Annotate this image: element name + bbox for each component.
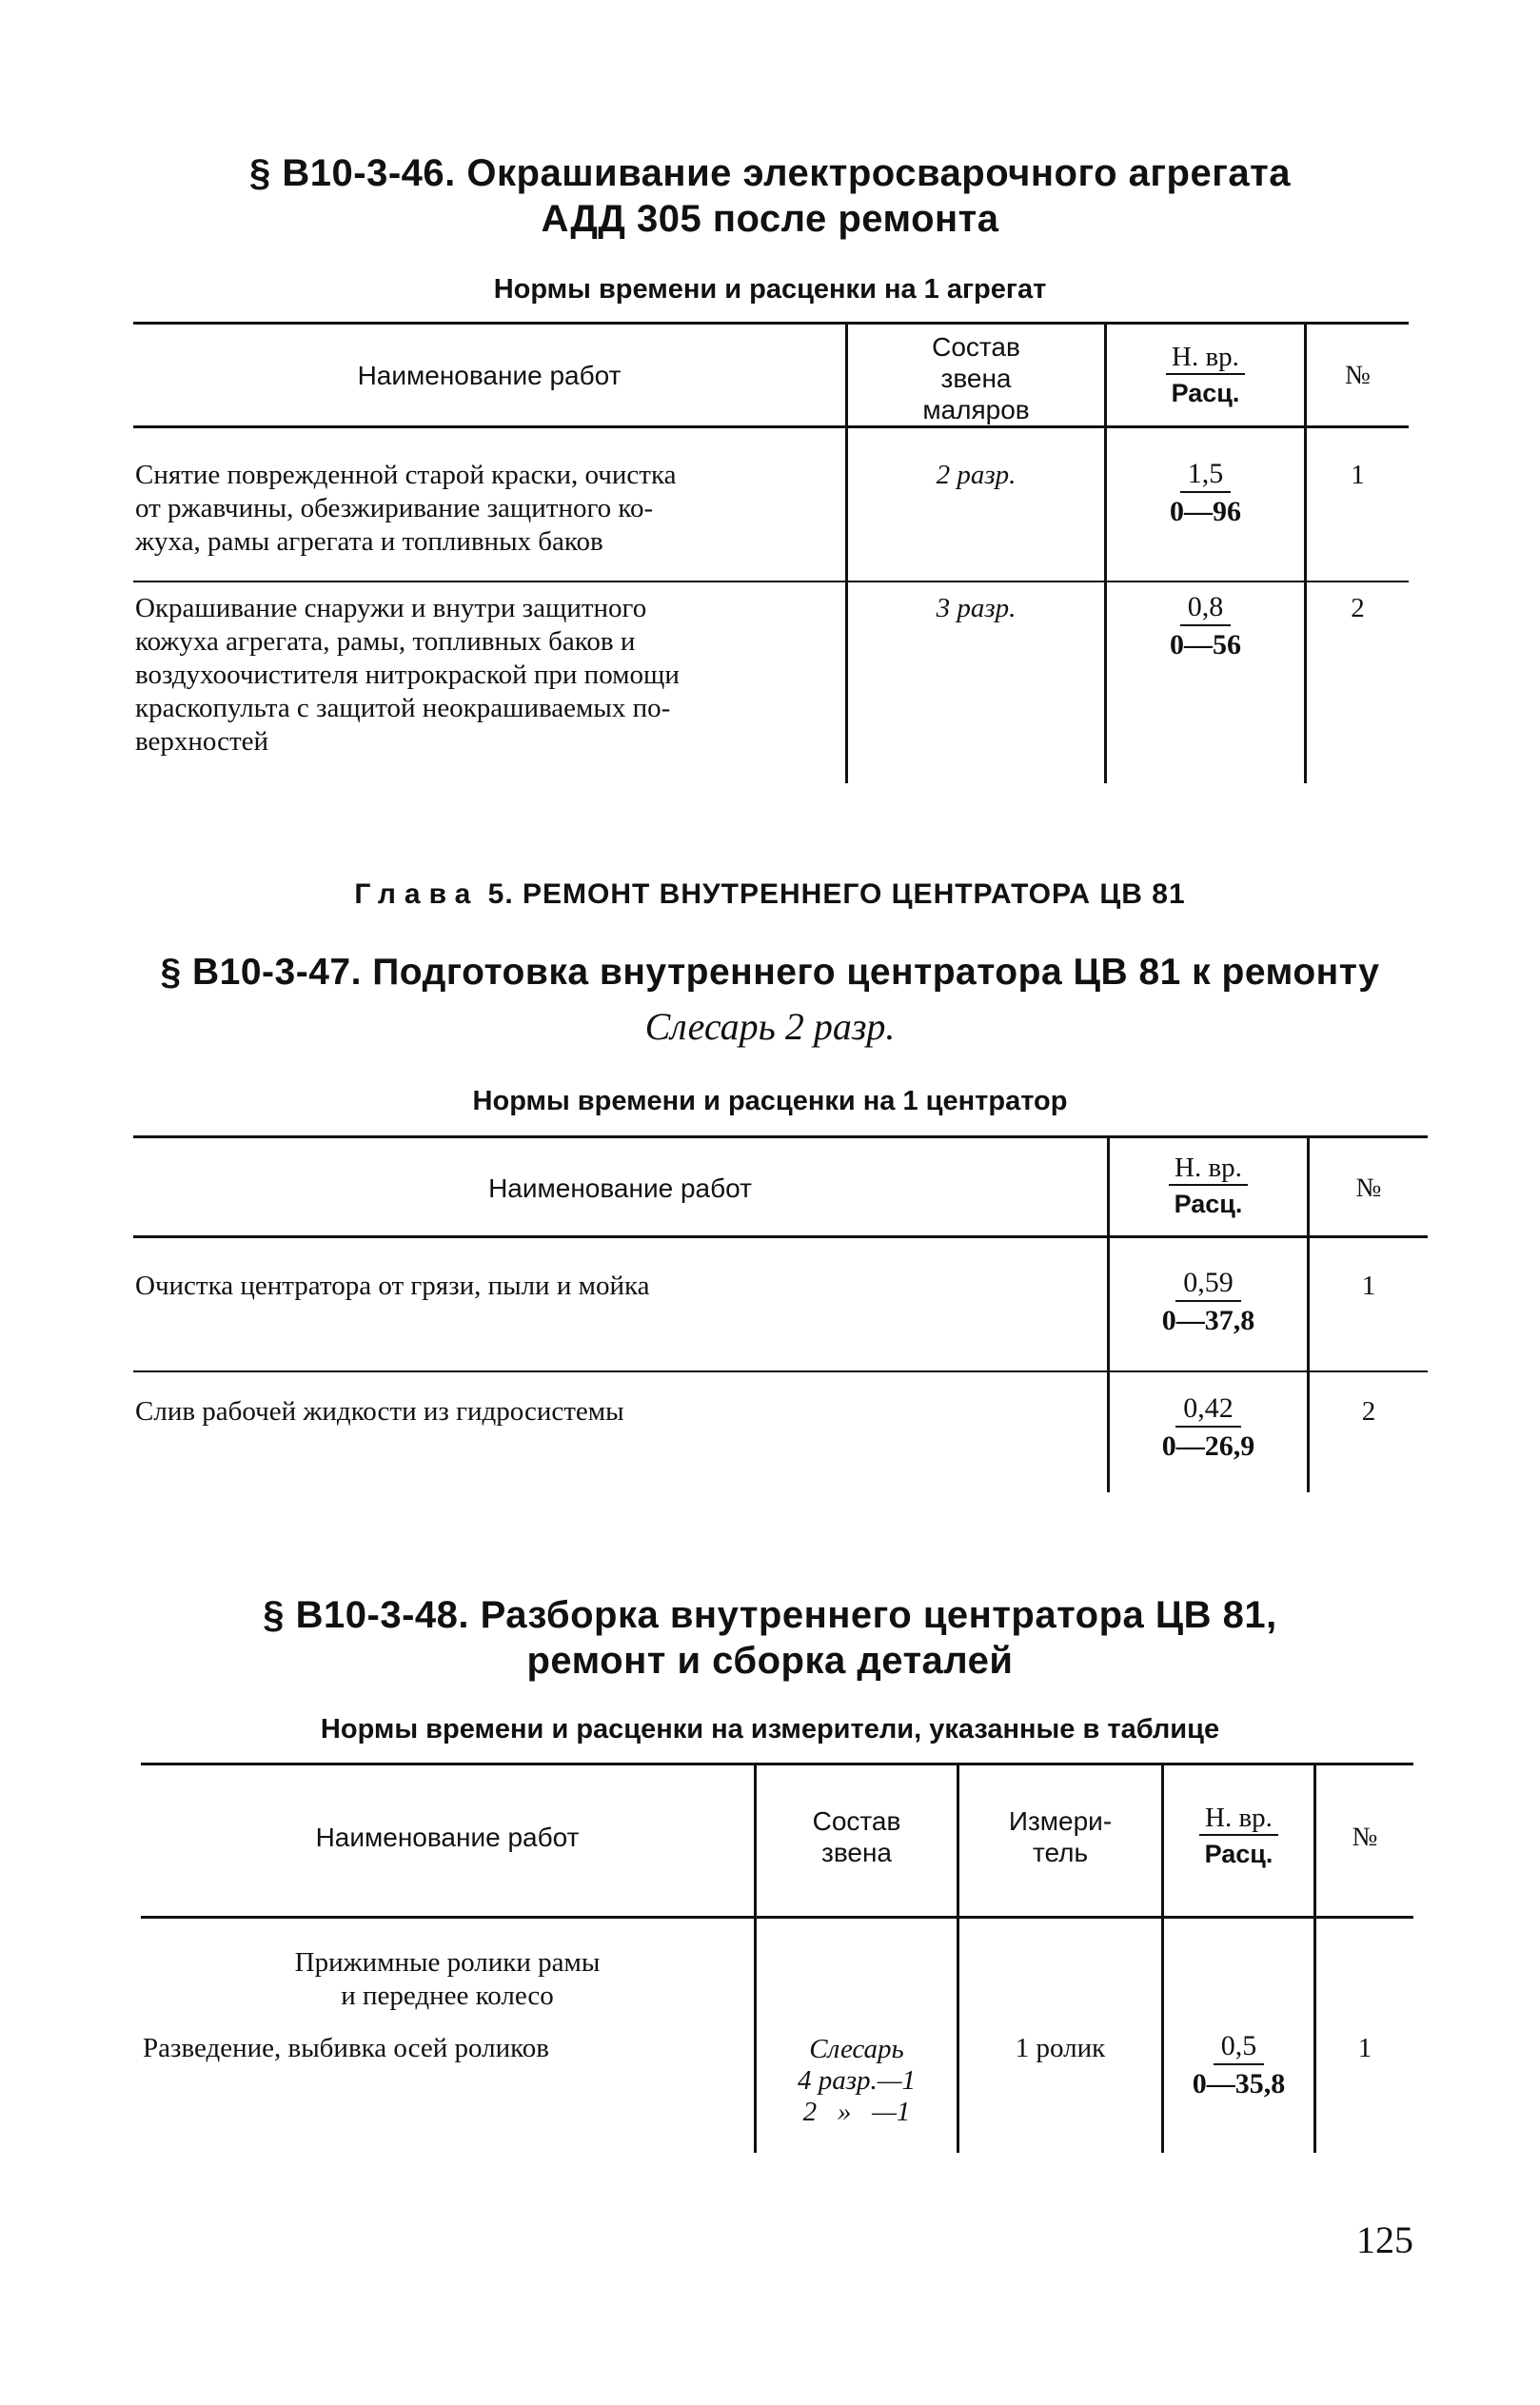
table-46-row-2-line5: верхностей (135, 726, 269, 757)
table-47-header-name: Наименование работ (488, 1173, 752, 1203)
table-48-header-meter (959, 1805, 1161, 1868)
table-48-row-1-crew-l1: Слесарь (809, 2034, 904, 2064)
table-48-row-1-norm (1164, 2029, 1313, 2103)
table-46-header-num: № (1345, 361, 1371, 390)
table-47-header-norm-top: Н. вр. (1169, 1152, 1248, 1186)
table-46-row-divider (133, 581, 1409, 582)
table-47-row-1-norm (1110, 1266, 1307, 1340)
table-48-header-meter-l1: Измери- (1008, 1806, 1113, 1836)
table-48-header-num: № (1352, 1823, 1378, 1852)
chapter-prefix: Глава (354, 878, 480, 910)
section-48-subtitle: Нормы времени и расценки на измерители, указанные в таблице (320, 1714, 1220, 1745)
section-47-worker: Слесарь 2 разр. (644, 1005, 896, 1048)
table-46-header-norm-top: Н. вр. (1166, 341, 1245, 375)
table-47-row-1-norm-value: 0,59 (1175, 1266, 1241, 1302)
table-48-header-crew (757, 1805, 957, 1868)
section-46-subtitle: Нормы времени и расценки на 1 агрегат (493, 274, 1047, 305)
table-48-row-1-meter: 1 ролик (1015, 2033, 1106, 2063)
table-48-row-1-name: Разведение, выбивка осей роликов (143, 2033, 549, 2063)
table-48-header-rule (141, 1916, 1413, 1919)
table-48-row-1-norm-value: 0,5 (1214, 2029, 1265, 2065)
page-number: 125 (1356, 2218, 1413, 2261)
table-48-header-name: Наименование работ (315, 1823, 580, 1852)
section-48-title-line2: ремонт и сборка деталей (526, 1640, 1014, 1682)
table-48-group-title-l2: и переднее колесо (341, 1981, 554, 2011)
table-48-row-1-crew (757, 2034, 957, 2128)
table-46-row-1-crew: 2 разр. (936, 460, 1017, 490)
table-47-header-norm (1110, 1152, 1307, 1222)
table-48-row-1-crew-l3: 2 » —1 (802, 2097, 911, 2127)
table-47-row-2-rate-value: 0—26,9 (1161, 1430, 1255, 1462)
table-48-row-1-rate-value: 0—35,8 (1192, 2068, 1286, 2099)
table-48-row-1-num: 1 (1357, 2033, 1372, 2063)
table-46-row-1-line1: Снятие поврежденной старой краски, очистка (135, 460, 677, 490)
table-46-row-2-line4: краскопульта с защитой неокрашиваемых по- (135, 693, 671, 723)
table-46-header-crew-l3: маляров (922, 395, 1030, 424)
table-46-top-rule (133, 322, 1409, 325)
table-48-header-crew-l2: звена (820, 1838, 892, 1867)
table-47-header-rule (133, 1235, 1428, 1238)
table-48-header-norm-top: Н. вр. (1199, 1802, 1278, 1836)
section-48-title (0, 1592, 1540, 1684)
table-46-row-2-norm-value: 0,8 (1180, 590, 1232, 626)
table-48-header-meter-l2: тель (1032, 1838, 1089, 1867)
table-47-header-num: № (1355, 1173, 1382, 1203)
table-46-row-2-num: 2 (1351, 593, 1365, 623)
table-47-top-rule (133, 1135, 1428, 1138)
table-46-row-2-name (135, 592, 832, 759)
table-48-row-1-crew-l2: 4 разр.—1 (797, 2065, 917, 2096)
table-46-row-2-line2: кожуха агрегата, рамы, топливных баков и (135, 626, 636, 657)
table-48-group-title (141, 1946, 754, 2013)
table-46-header-rule (133, 425, 1409, 428)
table-46-header-crew-l2: звена (940, 364, 1012, 393)
table-47-row-2-norm (1110, 1391, 1307, 1466)
section-46-title (0, 150, 1540, 242)
table-46-row-2-line1: Окрашивание снаружи и внутри защитного (135, 593, 647, 623)
section-47-title: § В10-3-47. Подготовка внутреннего центратора ЦВ 81 к ремонту (160, 952, 1380, 993)
table-47-header-norm-bottom: Расц. (1174, 1190, 1243, 1218)
table-46-row-1-norm (1107, 457, 1304, 531)
table-47-row-1-name: Очистка центратора от грязи, пыли и мойка (135, 1271, 650, 1301)
table-46-header-name: Наименование работ (357, 361, 622, 390)
table-46-header-norm (1107, 341, 1304, 411)
section-46-title-line2: АДД 305 после ремонта (541, 198, 999, 240)
table-47-row-divider (133, 1370, 1428, 1372)
table-47-row-1-num: 1 (1361, 1271, 1376, 1301)
table-46-header-crew (848, 331, 1104, 425)
table-46-row-2-line3: воздухоочистителя нитрокраской при помощи (135, 660, 680, 690)
table-46-header-norm-bottom: Расц. (1171, 379, 1240, 407)
table-46-row-2-rate-value: 0—56 (1170, 629, 1241, 660)
table-48-group-title-l1: Прижимные ролики рамы (294, 1947, 601, 1978)
chapter-title: 5. РЕМОНТ ВНУТРЕННЕГО ЦЕНТРАТОРА ЦВ 81 (487, 878, 1186, 910)
table-48-header-crew-l1: Состав (812, 1806, 901, 1836)
table-46-row-1-name (135, 459, 832, 559)
section-47-subtitle: Нормы времени и расценки на 1 центратор (472, 1086, 1068, 1116)
table-46-row-1-line3: жуха, рамы агрегата и топливных баков (135, 526, 603, 557)
section-48-title-line1: § В10-3-48. Разборка внутреннего центратора ЦВ 81, (263, 1594, 1277, 1636)
table-46-row-1-norm-value: 1,5 (1180, 457, 1232, 493)
table-47-row-2-norm-value: 0,42 (1175, 1391, 1241, 1428)
table-46-row-2-norm (1107, 590, 1304, 664)
table-46-row-1-num: 1 (1351, 460, 1365, 490)
table-48-header-norm-bottom: Расц. (1204, 1840, 1273, 1868)
table-46-row-1-line2: от ржавчины, обезжиривание защитного ко- (135, 493, 654, 523)
table-48-top-rule (141, 1763, 1413, 1765)
section-46-title-line1: § В10-3-46. Окрашивание электросварочного агрегата (249, 152, 1291, 194)
table-46-header-crew-l1: Состав (932, 332, 1020, 362)
table-46-row-1-rate-value: 0—96 (1170, 496, 1241, 527)
table-46-row-2-crew: 3 разр. (936, 593, 1017, 623)
table-47-row-2-num: 2 (1361, 1396, 1376, 1427)
chapter-5-heading (0, 878, 1540, 911)
table-47-row-1-rate-value: 0—37,8 (1161, 1305, 1255, 1336)
table-47-row-2-name: Слив рабочей жидкости из гидросистемы (135, 1396, 624, 1427)
table-48-header-norm (1164, 1802, 1313, 1872)
